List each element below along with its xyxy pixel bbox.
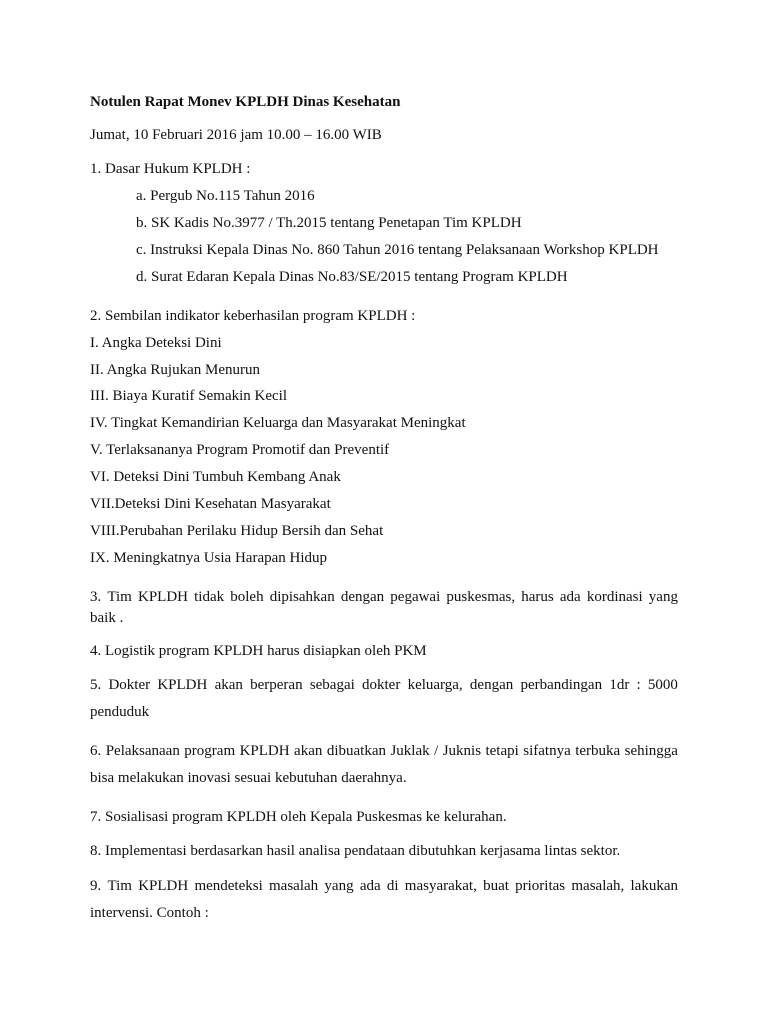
word: terbuka <box>575 743 621 759</box>
word: dokter <box>362 677 401 693</box>
word: perbandingan <box>520 677 603 693</box>
word: Pelaksanaan <box>105 743 180 759</box>
indicator-item: VII.Deteksi Dini Kesehatan Masyarakat <box>90 496 331 512</box>
word: di <box>386 878 399 894</box>
point-8: 8. Implementasi berdasarkan hasil analisa pendataan dibutuhkan kerjasama lintas sektor. <box>90 843 621 859</box>
word: program <box>184 743 236 759</box>
word: yang <box>324 878 354 894</box>
word: Juklak <box>390 743 430 759</box>
word: masyarakat, <box>404 878 477 894</box>
word: boleh <box>230 589 264 605</box>
word: akan <box>214 677 243 693</box>
word: KPLDH <box>138 878 189 894</box>
word: pegawai <box>390 589 441 605</box>
section-2-heading: 2. Sembilan indikator keberhasilan program KPLDH : <box>90 308 416 324</box>
word: masalah <box>269 878 319 894</box>
word: sehingga <box>624 743 678 759</box>
word: KPLDH <box>239 743 290 759</box>
indicator-item: IV. Tingkat Kemandirian Keluarga dan Masyarakat Meningkat <box>90 415 466 431</box>
word: 1dr <box>609 677 630 693</box>
word: 5. <box>90 677 102 693</box>
word: / <box>434 743 439 759</box>
word: dengan <box>469 677 514 693</box>
point-3-line-2: baik . <box>90 610 124 626</box>
word: ada <box>559 589 581 605</box>
word: yang <box>648 589 678 605</box>
point-6-line-1 <box>90 742 678 760</box>
word: kordinasi <box>586 589 643 605</box>
word: sifatnya <box>523 743 571 759</box>
word: dengan <box>340 589 385 605</box>
word: harus <box>521 589 554 605</box>
indicator-item: IX. Meningkatnya Usia Harapan Hidup <box>90 550 328 566</box>
indicator-item: II. Angka Rujukan Menurun <box>90 362 260 378</box>
word: dipisahkan <box>269 589 335 605</box>
legal-basis-item: d. Surat Edaran Kepala Dinas No.83/SE/2015 tentang Program KPLDH <box>136 269 568 285</box>
word: mendeteksi <box>194 878 263 894</box>
point-5-line-2: penduduk <box>90 704 150 720</box>
meeting-date: Jumat, 10 Februari 2016 jam 10.00 – 16.00 WIB <box>90 127 382 143</box>
word: Tim <box>107 878 132 894</box>
point-9-line-1 <box>90 877 678 895</box>
word: berperan <box>250 677 303 693</box>
word: tetapi <box>485 743 519 759</box>
indicator-item: V. Terlaksananya Program Promotif dan Preventif <box>90 442 390 458</box>
legal-basis-item: a. Pergub No.115 Tahun 2016 <box>136 188 315 204</box>
word: ada <box>359 878 381 894</box>
word: KPLDH <box>137 589 188 605</box>
point-4: 4. Logistik program KPLDH harus disiapkan oleh PKM <box>90 643 427 659</box>
word: 9. <box>90 878 102 894</box>
point-9-line-2: intervensi. Contoh : <box>90 905 209 921</box>
word: dibuatkan <box>326 743 386 759</box>
word: tidak <box>194 589 225 605</box>
indicator-item: VI. Deteksi Dini Tumbuh Kembang Anak <box>90 469 341 485</box>
legal-basis-item: c. Instruksi Kepala Dinas No. 860 Tahun 2016 tentang Pelaksanaan Workshop KPLDH <box>136 242 659 258</box>
word: puskesmas, <box>446 589 516 605</box>
word: Juknis <box>442 743 482 759</box>
legal-basis-item: b. SK Kadis No.3977 / Th.2015 tentang Penetapan Tim KPLDH <box>136 215 522 231</box>
word: lakukan <box>630 878 678 894</box>
word: keluarga, <box>407 677 463 693</box>
word: 6. <box>90 743 102 759</box>
word: : <box>636 677 641 693</box>
word: Dokter <box>108 677 151 693</box>
word: Tim <box>107 589 132 605</box>
word: prioritas <box>515 878 566 894</box>
word: akan <box>294 743 323 759</box>
point-3-line-1 <box>90 588 678 606</box>
point-7: 7. Sosialisasi program KPLDH oleh Kepala Puskesmas ke kelurahan. <box>90 809 507 825</box>
word: 5000 <box>647 677 678 693</box>
word: 3. <box>90 589 102 605</box>
word: sebagai <box>309 677 355 693</box>
indicator-item: VIII.Perubahan Perilaku Hidup Bersih dan Sehat <box>90 523 384 539</box>
word: buat <box>483 878 509 894</box>
document-title: Notulen Rapat Monev KPLDH Dinas Kesehatan <box>90 94 401 110</box>
indicator-item: III. Biaya Kuratif Semakin Kecil <box>90 388 288 404</box>
point-6-line-2: bisa melakukan inovasi sesuai kebutuhan daerahnya. <box>90 770 407 786</box>
section-1-heading: 1. Dasar Hukum KPLDH : <box>90 161 251 177</box>
word: KPLDH <box>157 677 208 693</box>
indicator-item: I. Angka Deteksi Dini <box>90 335 222 351</box>
point-5-line-1 <box>90 676 678 694</box>
word: masalah, <box>571 878 625 894</box>
